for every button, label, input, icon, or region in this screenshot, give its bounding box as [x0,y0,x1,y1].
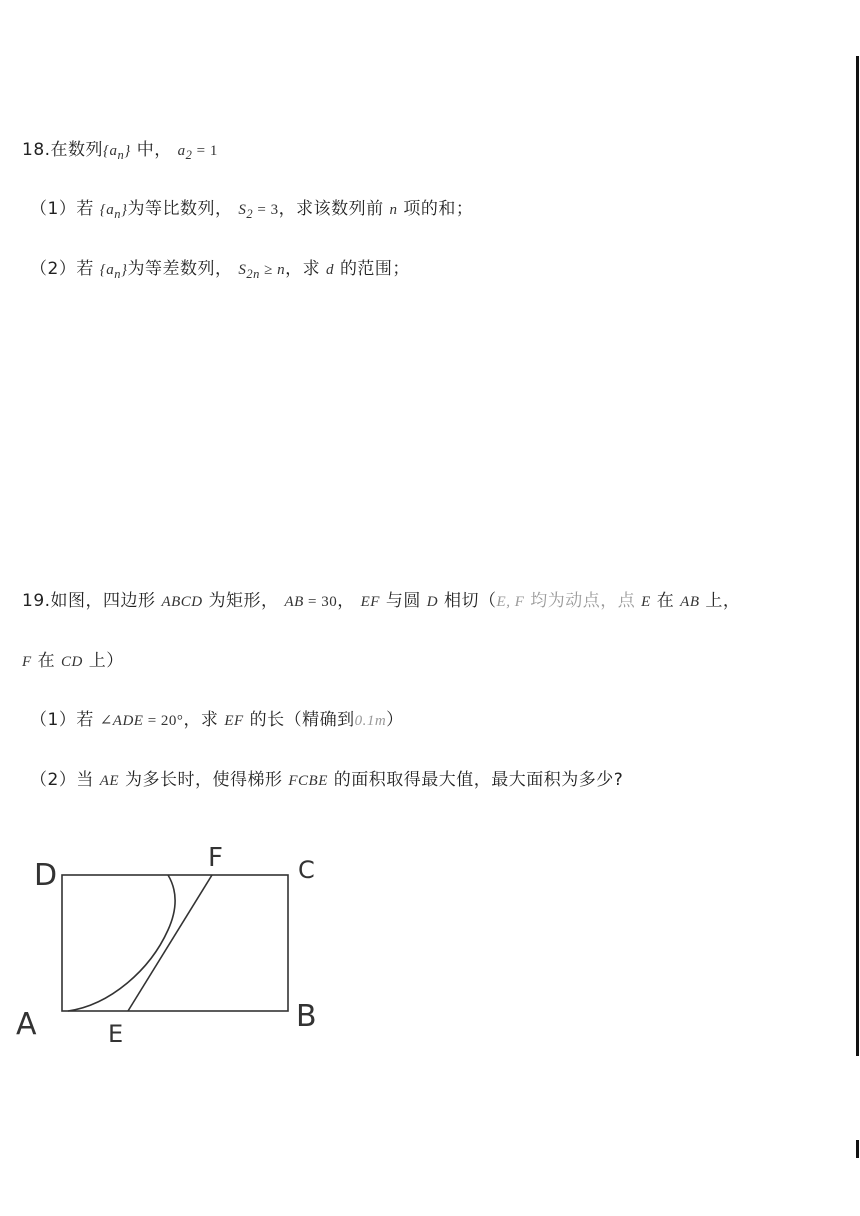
page-edge-bar [856,56,859,1056]
label-f: F [208,843,223,873]
label-a: A [16,1007,37,1042]
rectangle-figure [0,820,360,1060]
q19-number: 19. [22,591,51,611]
q19-stem-cont: F 在 CD 上） [22,651,124,671]
page-edge-mark [856,1140,859,1158]
label-d: D [34,858,58,893]
q19-stem: 19.如图，四边形 ABCD 为矩形， AB = 30， EF 与圆 D 相切（E, F 均为动点，点 E 在 AB 上， [22,591,741,611]
q18-part1: （1）若 $\{a_n\}$为等比数列， $S_2 = 3$，求该数列前 n 项的和； [30,199,474,221]
tangent-line-ef [128,875,212,1011]
q18-part2: （2）若 $\{a_n\}$为等差数列， $S_{2n} \ge n$，求 d 的范围； [30,259,410,281]
label-e: E [108,1020,124,1048]
label-b: B [296,999,317,1034]
q19-part2: （2）当 AE 为多长时，使得梯形 FCBE 的面积取得最大值，最大面积为多少? [30,770,624,790]
q19-part1: （1）若 ∠ADE = 20°，求 EF 的长（精确到0.1m） [30,710,404,730]
q18-stem: 18.在数列$\{a_n\}$ 中， $a_2 = 1$ [22,140,218,162]
circle-arc [68,875,175,1011]
q18-number: 18. [22,140,51,160]
label-c: C [298,856,315,884]
